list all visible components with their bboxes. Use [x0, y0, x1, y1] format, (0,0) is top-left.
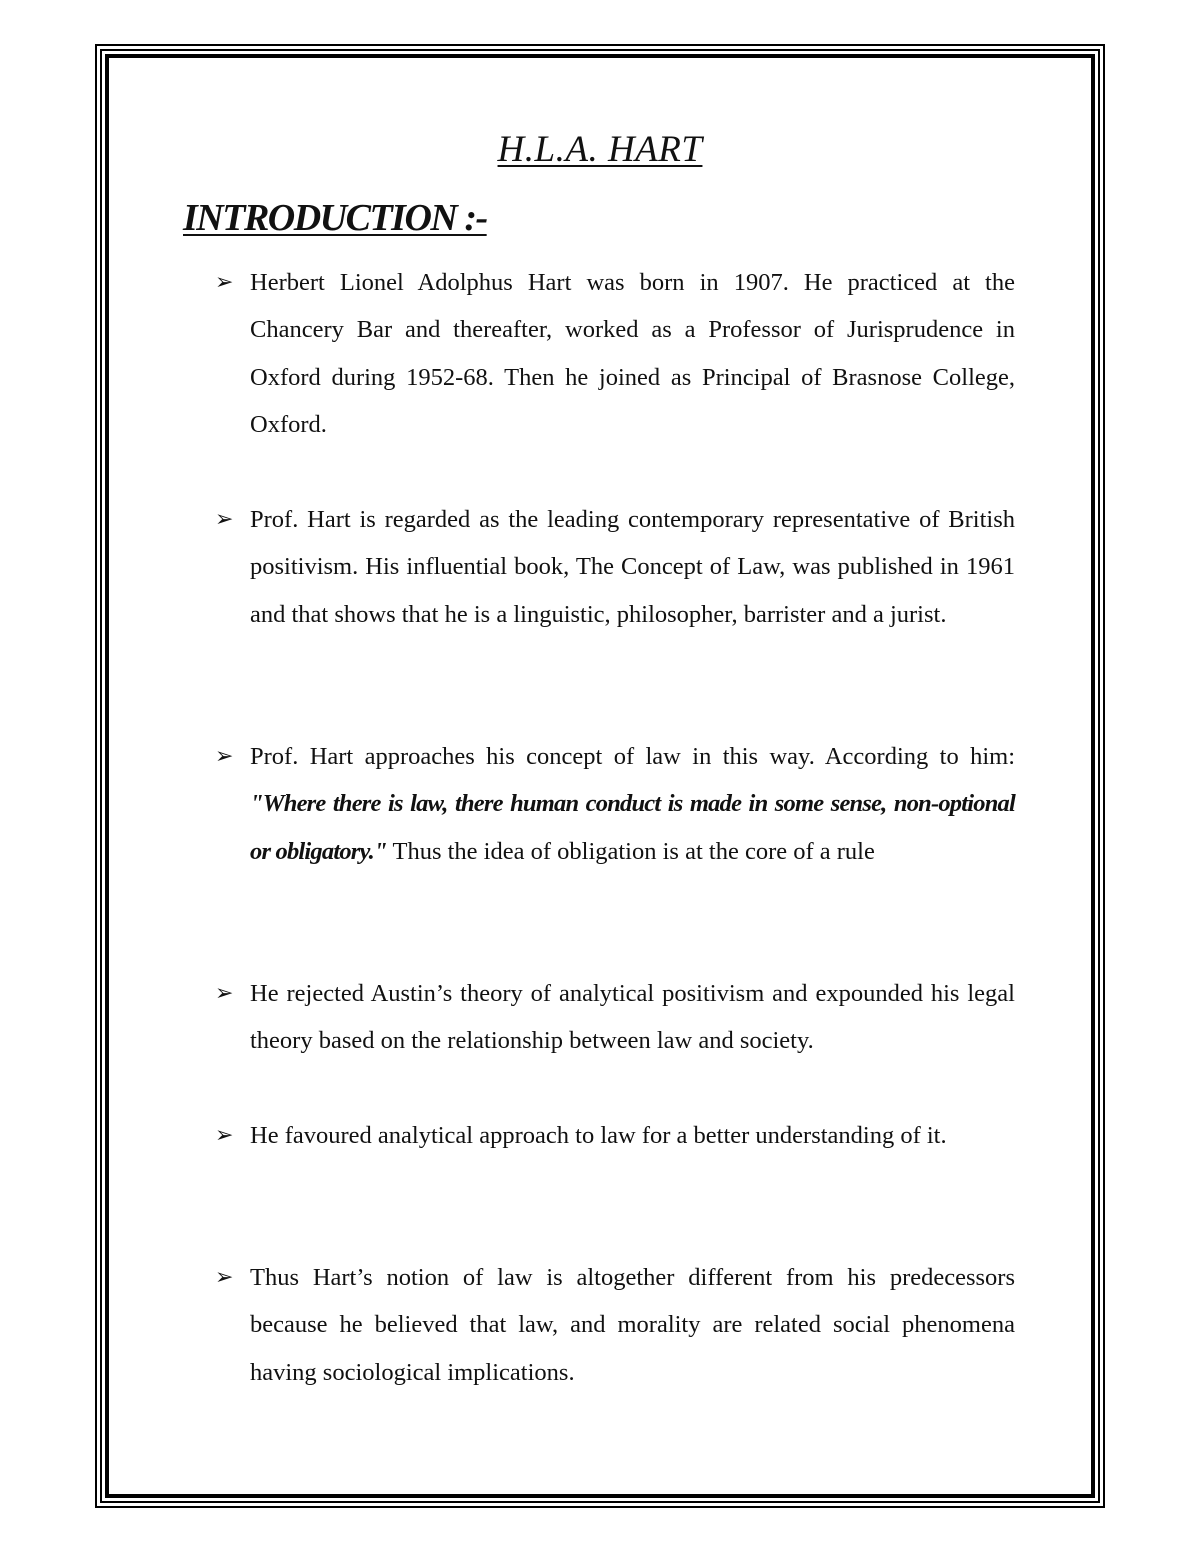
hart-quote: "Where there is law, there human conduct is made in some sense, non-optional or obligatory." — [250, 790, 1015, 865]
list-item — [215, 733, 1015, 875]
document-title: H.L.A. HART — [497, 129, 703, 170]
list-item — [215, 496, 1015, 638]
bullet-text: He favoured analytical approach to law for a better understanding of it. — [250, 1122, 947, 1149]
list-item — [215, 1112, 1015, 1159]
arrow-bullet-icon: ➢ — [215, 270, 234, 295]
arrow-bullet-icon: ➢ — [215, 1123, 234, 1148]
arrow-bullet-icon: ➢ — [215, 507, 234, 532]
section-heading: INTRODUCTION :- — [183, 197, 487, 239]
bullet-text-after: Thus the idea of obligation is at the core of a rule — [386, 837, 875, 865]
arrow-bullet-icon: ➢ — [215, 981, 234, 1006]
list-item — [215, 259, 1015, 449]
arrow-bullet-icon: ➢ — [215, 1265, 234, 1290]
bullet-text — [250, 733, 1015, 875]
bullet-text: He rejected Austin’s theory of analytical positivism and expounded his legal theory based on the relationship between law and society. — [250, 980, 1015, 1055]
bullet-text-before: Prof. Hart approaches his concept of law in this way. According to him: — [250, 743, 1015, 770]
arrow-bullet-icon: ➢ — [215, 744, 234, 769]
list-item — [215, 1254, 1015, 1396]
bullet-text: Thus Hart’s notion of law is altogether different from his predecessors because he believed that law, and morality are related social phenomena having sociological implications. — [250, 1264, 1015, 1386]
bullet-text: Herbert Lionel Adolphus Hart was born in 1907. He practiced at the Chancery Bar and thereafter, worked as a Professor of Jurisprudence in Oxford during 1952-68. Then he joined as Principal of Brasnose College, Oxford. — [250, 269, 1015, 439]
bullet-text: Prof. Hart is regarded as the leading contemporary representative of British positivism. His influential book, The Concept of Law, was published in 1961 and that shows that he is a linguistic, philosopher, barrister and a jurist. — [250, 506, 1015, 628]
list-item — [215, 970, 1015, 1065]
